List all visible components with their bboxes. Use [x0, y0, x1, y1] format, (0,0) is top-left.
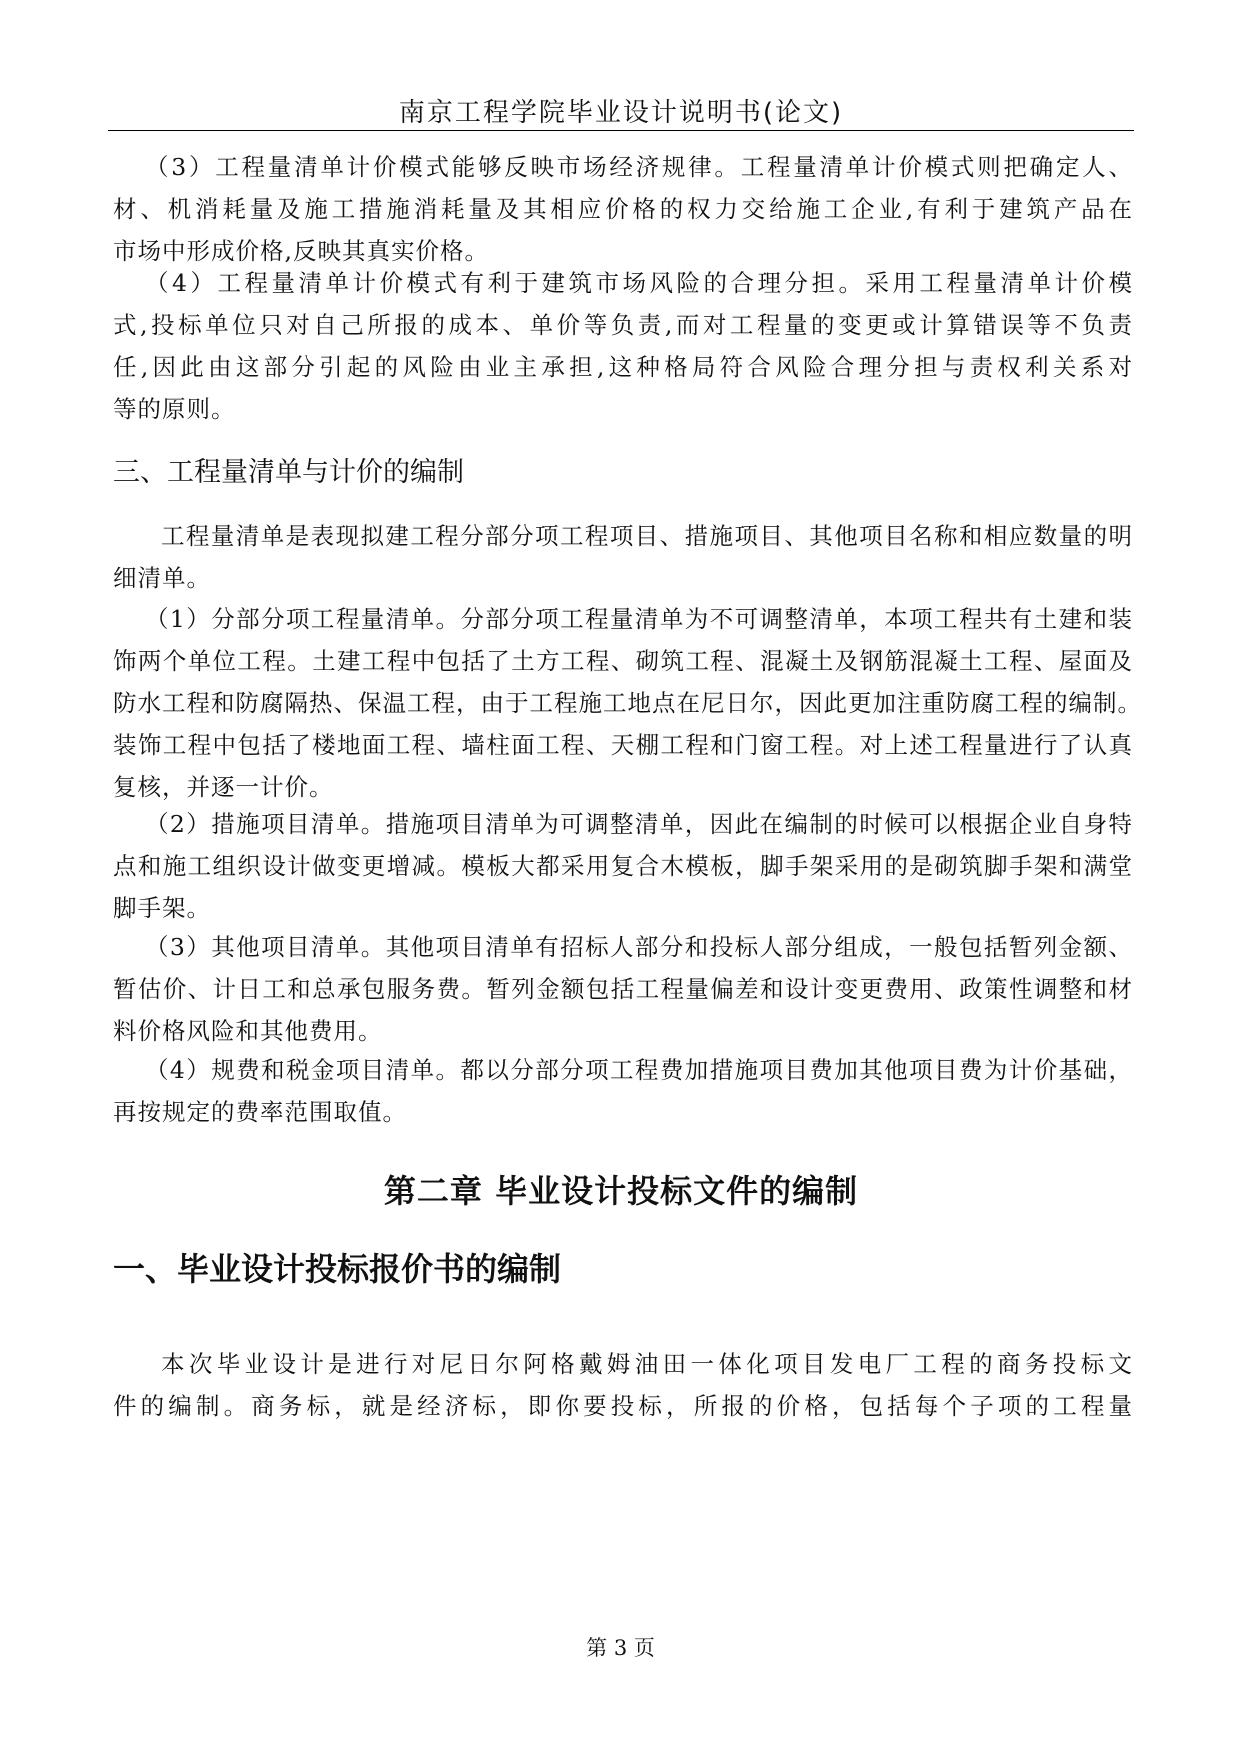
subsection-heading: 一、毕业设计投标报价书的编制	[113, 1250, 562, 1288]
text-line: 等的原则。	[113, 395, 236, 423]
text-line: 复核，并逐一计价。	[113, 773, 334, 801]
running-header: 南京工程学院毕业设计说明书(论文)	[398, 98, 844, 128]
header-rule	[108, 130, 1134, 131]
text-line: 再按规定的费率范围取值。	[113, 1098, 407, 1126]
text-line: （4）工程量清单计价模式有利于建筑市场风险的合理分担。采用工程量清单计价模	[145, 269, 1133, 297]
paragraph-item-2	[113, 803, 1133, 929]
text-line: 细清单。	[113, 564, 211, 592]
text-line: 任,因此由这部分引起的风险由业主承担,这种格局符合风险合理分担与责权利关系对	[113, 353, 1133, 381]
text-line: 料价格风险和其他费用。	[113, 1017, 383, 1045]
chapter-heading: 第二章 毕业设计投标文件的编制	[383, 1172, 859, 1210]
paragraph-body	[113, 1343, 1133, 1427]
text-line: （3）其他项目清单。其他项目清单有招标人部分和投标人部分组成，一般包括暂列金额、	[145, 933, 1133, 961]
text-line: 材、机消耗量及施工措施消耗量及其相应价格的权力交给施工企业,有利于建筑产品在	[113, 195, 1133, 223]
text-line: 点和施工组织设计做变更增减。模板大都采用复合木模板，脚手架采用的是砌筑脚手架和满堂	[113, 852, 1133, 880]
section-heading: 三、工程量清单与计价的编制	[113, 457, 464, 488]
text-line: 本次毕业设计是进行对尼日尔阿格戴姆油田一体化项目发电厂工程的商务投标文	[161, 1350, 1133, 1378]
text-line: （2）措施项目清单。措施项目清单为可调整清单，因此在编制的时候可以根据企业自身特	[145, 810, 1133, 838]
paragraph-item-4	[113, 1049, 1133, 1133]
text-line: 防水工程和防腐隔热、保温工程，由于工程施工地点在尼日尔，因此更加注重防腐工程的编制。	[113, 689, 1142, 717]
text-line: 饰两个单位工程。土建工程中包括了土方工程、砌筑工程、混凝土及钢筋混凝土工程、屋面及	[113, 647, 1133, 675]
text-line: 脚手架。	[113, 894, 211, 922]
paragraph-item-3	[113, 926, 1133, 1052]
paragraph-clause-4	[113, 262, 1133, 430]
text-line: （4）规费和税金项目清单。都以分部分项工程费加措施项目费加其他项目费为计价基础，	[145, 1056, 1133, 1084]
text-line: 工程量清单是表现拟建工程分部分项工程项目、措施项目、其他项目名称和相应数量的明	[161, 522, 1133, 550]
paragraph-clause-3	[113, 146, 1133, 272]
text-line: （1）分部分项工程量清单。分部分项工程量清单为不可调整清单，本项工程共有土建和装	[145, 605, 1133, 633]
text-line: 暂估价、计日工和总承包服务费。暂列金额包括工程量偏差和设计变更费用、政策性调整和材	[113, 975, 1133, 1003]
text-line: （3）工程量清单计价模式能够反映市场经济规律。工程量清单计价模式则把确定人、	[145, 153, 1133, 181]
text-line: 件的编制。商务标，就是经济标，即你要投标，所报的价格，包括每个子项的工程量	[113, 1392, 1133, 1420]
text-line: 装饰工程中包括了楼地面工程、墙柱面工程、天棚工程和门窗工程。对上述工程量进行了认真	[113, 731, 1133, 759]
text-line: 市场中形成价格,反映其真实价格。	[113, 237, 489, 265]
text-line: 式,投标单位只对自己所报的成本、单价等负责,而对工程量的变更或计算错误等不负责	[113, 311, 1133, 339]
paragraph-item-1	[113, 598, 1142, 808]
paragraph-intro	[113, 515, 1133, 599]
page-number: 第 3 页	[586, 1636, 655, 1660]
